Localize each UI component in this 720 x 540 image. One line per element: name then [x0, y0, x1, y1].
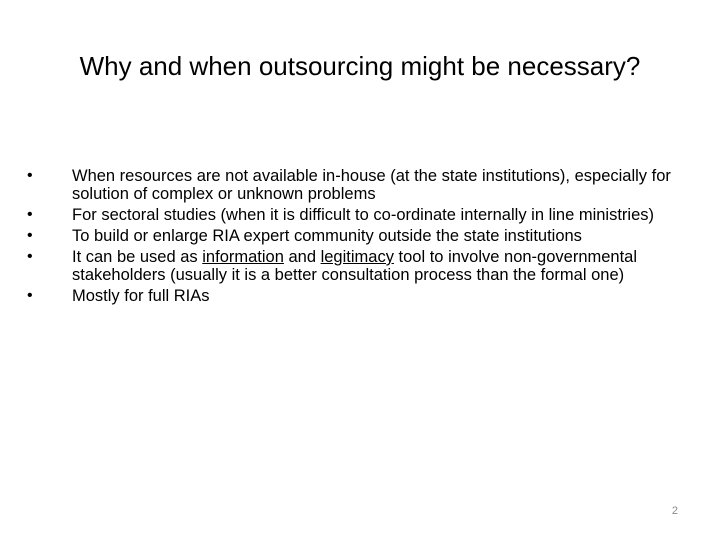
- bullet-icon: •: [27, 287, 33, 304]
- bullet-text: When resources are not available in-house (at the state institutions), especially for solution of complex or unknown problems: [72, 167, 671, 203]
- page-number: 2: [671, 505, 678, 517]
- bullet-text-part: tool to involve non-governmental stakeholders (usually it is a better consultation process than the formal one): [72, 248, 638, 284]
- bullet-text-part: It can be used as: [72, 248, 203, 266]
- bullet-text: Mostly for full RIAs: [72, 287, 210, 305]
- bullet-list: [22, 167, 698, 308]
- list-item: [22, 206, 698, 224]
- legitimacy-underlined-term: legitimacy: [320, 248, 394, 266]
- list-item: [22, 248, 698, 284]
- bullet-text: [72, 248, 637, 284]
- bullet-icon: •: [27, 227, 33, 244]
- information-underlined-term: information: [202, 248, 284, 266]
- bullet-icon: •: [27, 167, 33, 184]
- bullet-icon: •: [27, 206, 33, 223]
- bullet-text: For sectoral studies (when it is difficult to co-ordinate internally in line ministries): [72, 206, 655, 224]
- list-item: [22, 167, 698, 203]
- bullet-text-part: and: [283, 248, 321, 266]
- bullet-icon: •: [27, 248, 33, 265]
- list-item: [22, 227, 698, 245]
- bullet-text: To build or enlarge RIA expert community outside the state institutions: [72, 227, 582, 245]
- list-item: [22, 287, 698, 305]
- slide-title: Why and when outsourcing might be necessary?: [79, 51, 641, 82]
